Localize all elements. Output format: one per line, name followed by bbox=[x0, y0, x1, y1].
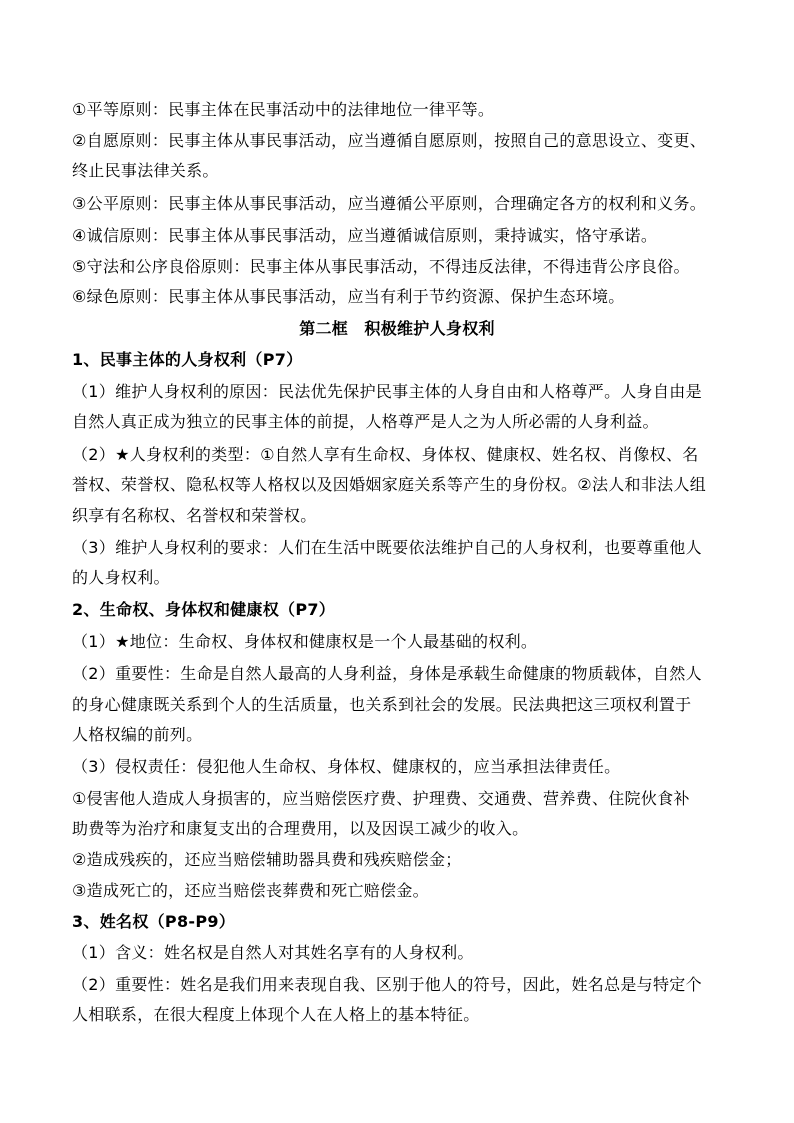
principle-good-faith: ④诚信原则：民事主体从事民事活动，应当遵循诚信原则，秉持诚实，恪守承诺。 bbox=[72, 226, 658, 245]
paragraph-line: 人相联系，在很大程度上体现个人在人格上的基本特征。 bbox=[72, 1005, 480, 1024]
principle-public-order: ⑤守法和公序良俗原则：民事主体从事民事活动，不得违反法律，不得违背公序良俗。 bbox=[72, 257, 690, 276]
paragraph-line: ①侵害他人造成人身损害的，应当赔偿医疗费、护理费、交通费、营养费、住院伙食补 bbox=[72, 789, 690, 808]
paragraph-line: （1）含义：姓名权是自然人对其姓名享有的人身权利。 bbox=[72, 943, 474, 962]
principle-green: ⑥绿色原则：民事主体从事民事活动，应当有利于节约资源、保护生态环境。 bbox=[72, 287, 625, 306]
principle-voluntary-cont: 终止民事法律关系。 bbox=[72, 161, 219, 180]
paragraph-line: 人格权编的前列。 bbox=[72, 725, 203, 744]
paragraph-line: 的人身权利。 bbox=[72, 568, 170, 587]
paragraph-line: 自然人真正成为独立的民事主体的前提，人格尊严是人之为人所必需的人身利益。 bbox=[72, 412, 659, 431]
paragraph-line: （1）★地位：生命权、身体权和健康权是一个人最基础的权利。 bbox=[72, 632, 538, 651]
section-title: 第二框 积极维护人身权利 bbox=[299, 319, 495, 338]
paragraph-line: 的身心健康既关系到个人的生活质量，也关系到社会的发展。民法典把这三项权利置于 bbox=[72, 695, 692, 714]
paragraph-line: ②造成残疾的，还应当赔偿辅助器具费和残疾赔偿金； bbox=[72, 850, 462, 869]
heading-name-right: 3、姓名权（P8-P9） bbox=[72, 912, 236, 931]
paragraph-line: （2）重要性：姓名是我们用来表现自我、区别于他人的符号，因此，姓名总是与特定个 bbox=[72, 975, 702, 994]
heading-personal-rights: 1、民事主体的人身权利（P7） bbox=[72, 350, 303, 369]
paragraph-line: 誉权、荣誉权、隐私权等人格权以及因婚姻家庭关系等产生的身份权。②法人和非法人组 bbox=[72, 475, 707, 494]
paragraph-line: ③造成死亡的，还应当赔偿丧葬费和死亡赔偿金。 bbox=[72, 881, 429, 900]
principle-fairness: ③公平原则：民事主体从事民事活动，应当遵循公平原则，合理确定各方的权利和义务。 bbox=[72, 194, 707, 213]
principle-voluntary: ②自愿原则：民事主体从事民事活动，应当遵循自愿原则，按照自己的意思设立、变更、 bbox=[72, 131, 707, 150]
paragraph-line: 织享有名称权、名誉权和荣誉权。 bbox=[72, 506, 317, 525]
paragraph-line: （3）维护人身权利的要求：人们在生活中既要依法维护自己的人身权利，也要尊重他人 bbox=[72, 538, 702, 557]
paragraph-line: （3）侵权责任：侵犯他人生命权、身体权、健康权的，应当承担法律责任。 bbox=[72, 757, 621, 776]
paragraph-line: （1）维护人身权利的原因：民法优先保护民事主体的人身自由和人格尊严。人身自由是 bbox=[72, 382, 702, 401]
paragraph-line: 助费等为治疗和康复支出的合理费用，以及因误工减少的收入。 bbox=[72, 819, 529, 838]
paragraph-line: （2）重要性：生命是自然人最高的人身利益，身体是承载生命健康的物质载体，自然人 bbox=[72, 664, 702, 683]
heading-life-body-health: 2、生命权、身体权和健康权（P7） bbox=[72, 600, 336, 619]
principle-equality: ①平等原则：民事主体在民事活动中的法律地位一律平等。 bbox=[72, 100, 495, 119]
paragraph-line: （2）★人身权利的类型：①自然人享有生命权、身体权、健康权、姓名权、肖像权、名 bbox=[72, 445, 699, 464]
